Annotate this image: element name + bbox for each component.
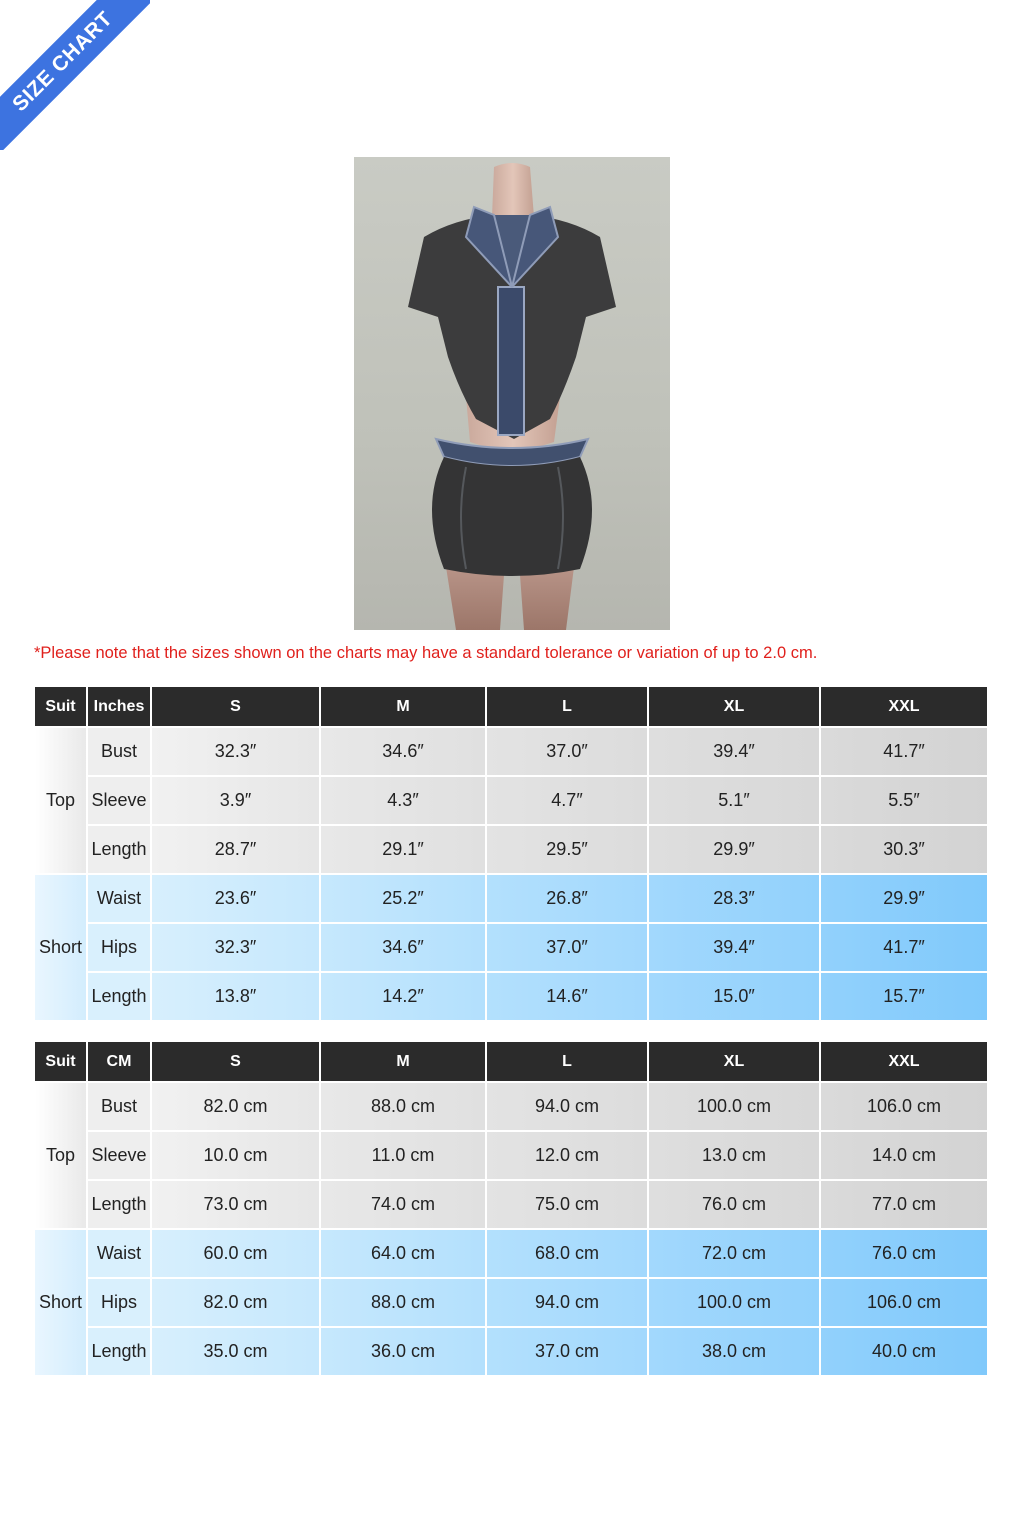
- size-value-cell: 38.0 cm: [649, 1328, 819, 1375]
- size-value-cell: 94.0 cm: [487, 1279, 647, 1326]
- size-value-cell: 34.6″: [321, 728, 485, 775]
- size-value-cell: 40.0 cm: [821, 1328, 987, 1375]
- table-row: [35, 1132, 987, 1179]
- size-value-cell: 29.1″: [321, 826, 485, 873]
- table-row: [35, 924, 987, 971]
- cm-size-table: [33, 1040, 989, 1377]
- measurement-label: Bust: [88, 728, 150, 775]
- size-value-cell: 76.0 cm: [821, 1230, 987, 1277]
- size-value-cell: 76.0 cm: [649, 1181, 819, 1228]
- table-row: [35, 1328, 987, 1375]
- size-value-cell: 14.0 cm: [821, 1132, 987, 1179]
- size-value-cell: 77.0 cm: [821, 1181, 987, 1228]
- size-value-cell: 4.3″: [321, 777, 485, 824]
- group-label: Short: [35, 875, 86, 1020]
- measurement-label: Bust: [88, 1083, 150, 1130]
- size-value-cell: 28.7″: [152, 826, 319, 873]
- size-value-cell: 64.0 cm: [321, 1230, 485, 1277]
- size-value-cell: 10.0 cm: [152, 1132, 319, 1179]
- measurement-label: Length: [88, 826, 150, 873]
- size-value-cell: 88.0 cm: [321, 1083, 485, 1130]
- header-cell: M: [321, 1042, 485, 1081]
- size-value-cell: 30.3″: [821, 826, 987, 873]
- header-cell: L: [487, 687, 647, 726]
- header-cell: L: [487, 1042, 647, 1081]
- size-value-cell: 41.7″: [821, 924, 987, 971]
- size-value-cell: 106.0 cm: [821, 1083, 987, 1130]
- size-value-cell: 100.0 cm: [649, 1279, 819, 1326]
- measurement-label: Length: [88, 1328, 150, 1375]
- size-value-cell: 88.0 cm: [321, 1279, 485, 1326]
- header-cell: Suit: [35, 687, 86, 726]
- header-cell: Suit: [35, 1042, 86, 1081]
- size-value-cell: 36.0 cm: [321, 1328, 485, 1375]
- size-value-cell: 39.4″: [649, 728, 819, 775]
- size-value-cell: 15.0″: [649, 973, 819, 1020]
- table-row: [35, 728, 987, 775]
- size-value-cell: 94.0 cm: [487, 1083, 647, 1130]
- size-value-cell: 32.3″: [152, 924, 319, 971]
- size-value-cell: 68.0 cm: [487, 1230, 647, 1277]
- size-value-cell: 3.9″: [152, 777, 319, 824]
- table-row: [35, 826, 987, 873]
- group-label: Short: [35, 1230, 86, 1375]
- size-value-cell: 29.9″: [649, 826, 819, 873]
- header-cell: XXL: [821, 1042, 987, 1081]
- table-header-row: [35, 1042, 987, 1081]
- header-cell: Inches: [88, 687, 150, 726]
- mannequin-outfit-illustration: [354, 157, 670, 630]
- inches-size-table: [33, 685, 989, 1022]
- size-value-cell: 82.0 cm: [152, 1279, 319, 1326]
- header-cell: M: [321, 687, 485, 726]
- tolerance-note: *Please note that the sizes shown on the charts may have a standard tolerance or variation of up to 2.0 cm.: [34, 644, 818, 662]
- size-value-cell: 13.0 cm: [649, 1132, 819, 1179]
- size-value-cell: 29.5″: [487, 826, 647, 873]
- header-cell: CM: [88, 1042, 150, 1081]
- size-value-cell: 11.0 cm: [321, 1132, 485, 1179]
- table-row: [35, 1181, 987, 1228]
- size-value-cell: 82.0 cm: [152, 1083, 319, 1130]
- header-cell: S: [152, 687, 319, 726]
- size-value-cell: 37.0″: [487, 924, 647, 971]
- size-value-cell: 5.1″: [649, 777, 819, 824]
- size-value-cell: 106.0 cm: [821, 1279, 987, 1326]
- size-value-cell: 14.6″: [487, 973, 647, 1020]
- size-value-cell: 29.9″: [821, 875, 987, 922]
- measurement-label: Length: [88, 1181, 150, 1228]
- table-row: [35, 1083, 987, 1130]
- measurement-label: Sleeve: [88, 1132, 150, 1179]
- measurement-label: Waist: [88, 875, 150, 922]
- size-value-cell: 13.8″: [152, 973, 319, 1020]
- size-value-cell: 5.5″: [821, 777, 987, 824]
- header-cell: XXL: [821, 687, 987, 726]
- size-value-cell: 32.3″: [152, 728, 319, 775]
- size-value-cell: 25.2″: [321, 875, 485, 922]
- size-value-cell: 37.0″: [487, 728, 647, 775]
- size-value-cell: 35.0 cm: [152, 1328, 319, 1375]
- table-row: [35, 973, 987, 1020]
- size-value-cell: 12.0 cm: [487, 1132, 647, 1179]
- group-label: Top: [35, 728, 86, 873]
- measurement-label: Hips: [88, 1279, 150, 1326]
- size-value-cell: 14.2″: [321, 973, 485, 1020]
- size-value-cell: 23.6″: [152, 875, 319, 922]
- measurement-label: Hips: [88, 924, 150, 971]
- size-value-cell: 39.4″: [649, 924, 819, 971]
- size-value-cell: 100.0 cm: [649, 1083, 819, 1130]
- size-value-cell: 26.8″: [487, 875, 647, 922]
- header-cell: XL: [649, 1042, 819, 1081]
- size-value-cell: 72.0 cm: [649, 1230, 819, 1277]
- header-cell: S: [152, 1042, 319, 1081]
- table-row: [35, 1279, 987, 1326]
- table-header-row: [35, 687, 987, 726]
- table-row: [35, 777, 987, 824]
- size-value-cell: 4.7″: [487, 777, 647, 824]
- header-cell: XL: [649, 687, 819, 726]
- group-label: Top: [35, 1083, 86, 1228]
- size-value-cell: 41.7″: [821, 728, 987, 775]
- size-value-cell: 37.0 cm: [487, 1328, 647, 1375]
- size-chart-corner-badge: [0, 0, 150, 150]
- size-value-cell: 34.6″: [321, 924, 485, 971]
- size-chart-badge-label: SIZE CHART: [0, 0, 150, 150]
- measurement-label: Waist: [88, 1230, 150, 1277]
- size-value-cell: 75.0 cm: [487, 1181, 647, 1228]
- size-value-cell: 15.7″: [821, 973, 987, 1020]
- product-photo: [354, 157, 670, 630]
- table-row: [35, 1230, 987, 1277]
- table-row: [35, 875, 987, 922]
- size-value-cell: 60.0 cm: [152, 1230, 319, 1277]
- measurement-label: Sleeve: [88, 777, 150, 824]
- measurement-label: Length: [88, 973, 150, 1020]
- size-value-cell: 74.0 cm: [321, 1181, 485, 1228]
- size-value-cell: 73.0 cm: [152, 1181, 319, 1228]
- size-value-cell: 28.3″: [649, 875, 819, 922]
